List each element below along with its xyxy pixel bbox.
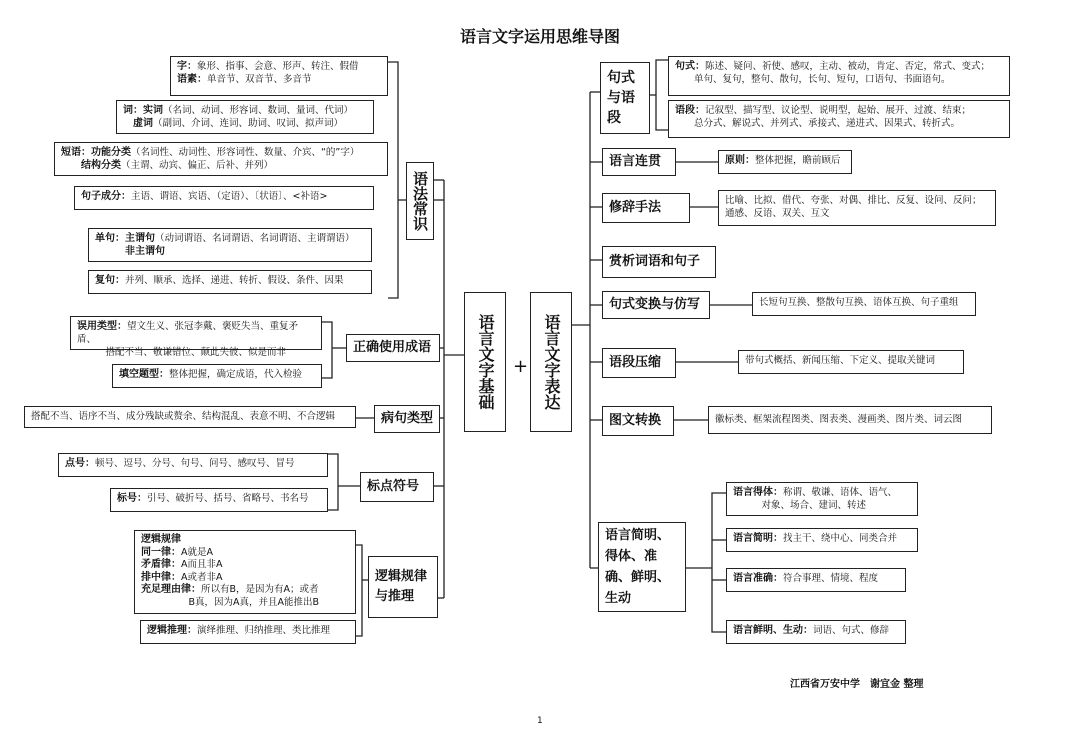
appreciate-node: 赏析词语和句子 (602, 246, 716, 278)
rhetoric-box: 比喻、比拟、借代、夸张、对偶、排比、反复、设问、反问； 通感、反语、双关、互文 (718, 190, 996, 226)
concise-node: 语言简明、得体、准确、鲜明、生动 (598, 522, 686, 612)
xianming-box: 语言鲜明、生动：词语、句式、修辞 (726, 620, 906, 644)
dian-box: 点号：顿号、逗号、分号、句号、问号、感叹号、冒号 (58, 453, 328, 477)
deti-box: 语言得体：称谓、敬谦、语体、语气、 对象、场合、建词、转述 (726, 482, 918, 516)
duanyu-box: 短语：功能分类（名词性、动词性、形容词性、数量、介宾、“的”字） 结构分类（主谓、动宾、偏正、后补、并列） (54, 142, 388, 176)
plus-sign: + (513, 356, 529, 377)
credit-text: 江西省万安中学 谢宜金 整理 (790, 679, 924, 690)
sick-box: 搭配不当、语序不当、成分残缺或赘余、结构混乱、表意不明、不合逻辑 (24, 406, 356, 428)
coherence-box: 原则：整体把握，瞻前顾后 (718, 150, 852, 174)
biao-box: 标号：引号、破折号、括号、省略号、书名号 (110, 488, 328, 512)
center-left-node: 语言文字基础 (464, 292, 506, 432)
compress-node: 语段压缩 (602, 348, 676, 378)
fuju-box: 复句：并列、顺承、选择、递进、转折、假设、条件、因果 (88, 270, 372, 294)
tuili-box: 逻辑推理：演绎推理、归纳推理、类比推理 (140, 620, 356, 644)
chart-node: 图文转换 (602, 406, 674, 436)
page-number: 1 (537, 716, 543, 726)
yuduan-box: 语段：记叙型、描写型、议论型、说明型，起始、展开、过渡、结束； 总分式、解说式、并列式、承接式、递进式、因果式、转折式。 (668, 100, 1010, 138)
center-right-node: 语言文字表达 (530, 292, 572, 432)
guilv-box: 逻辑规律 同一律：A就是A 矛盾律：A而且非A 排中律：A或者非A 充足理由律：所以有B，是因为有A；或者 B真，因为A真，并且A能推出B (134, 530, 356, 614)
tiankong-box: 填空题型：整体把握，确定成语，代入检验 (112, 364, 322, 388)
punct-node: 标点符号 (360, 472, 434, 502)
logic-node: 逻辑规律与推理 (368, 556, 438, 618)
transform-box: 长短句互换、整散句互换、语体互换、句子重组 (752, 292, 976, 316)
grammar-node: 语法常识 (406, 162, 434, 240)
ci-box: 词：实词（名词、动词、形容词、数词、量词、代词） 虚词（副词、介词、连词、助词、叹词、拟声词） (116, 100, 374, 134)
sentence-node: 句式与语段 (600, 62, 650, 134)
compress-box: 带句式概括、新闻压缩、下定义、提取关键词 (738, 350, 964, 374)
zi-box: 字：象形、指事、会意、形声、转注、假借 语素：单音节、双音节、多音节 (170, 56, 388, 96)
zhunque-box: 语言准确：符合事理、情境、程度 (726, 568, 906, 592)
chart-box: 徽标类、框架流程图类、图表类、漫画类、图片类、词云图 (708, 406, 992, 434)
transform-node: 句式变换与仿写 (602, 291, 710, 319)
danju-box: 单句：主谓句（动词谓语、名词谓语、名词谓语、主谓谓语） 非主谓句 (88, 228, 372, 262)
chengfen-box: 句子成分：主语、谓语、宾语、（定语）、〔状语〕、<补语> (74, 186, 374, 210)
coherence-node: 语言连贯 (602, 148, 676, 176)
wuyong-box: 误用类型：望文生义、张冠李戴、褒贬失当、重复矛盾、 搭配不当、敬谦错位、颠此失彼、似是而非 (70, 316, 322, 350)
idiom-node: 正确使用成语 (346, 334, 440, 362)
sick-node: 病句类型 (374, 405, 440, 433)
jushi-box: 句式：陈述、疑问、祈使、感叹，主动、被动，肯定、否定，常式、变式； 单句、复句，整句、散句，长句、短句，口语句、书面语句。 (668, 56, 1010, 96)
jianming-box: 语言简明：找主干、绕中心、同类合并 (726, 528, 918, 552)
page-title: 语言文字运用思维导图 (459, 27, 620, 46)
rhetoric-node: 修辞手法 (602, 193, 690, 223)
